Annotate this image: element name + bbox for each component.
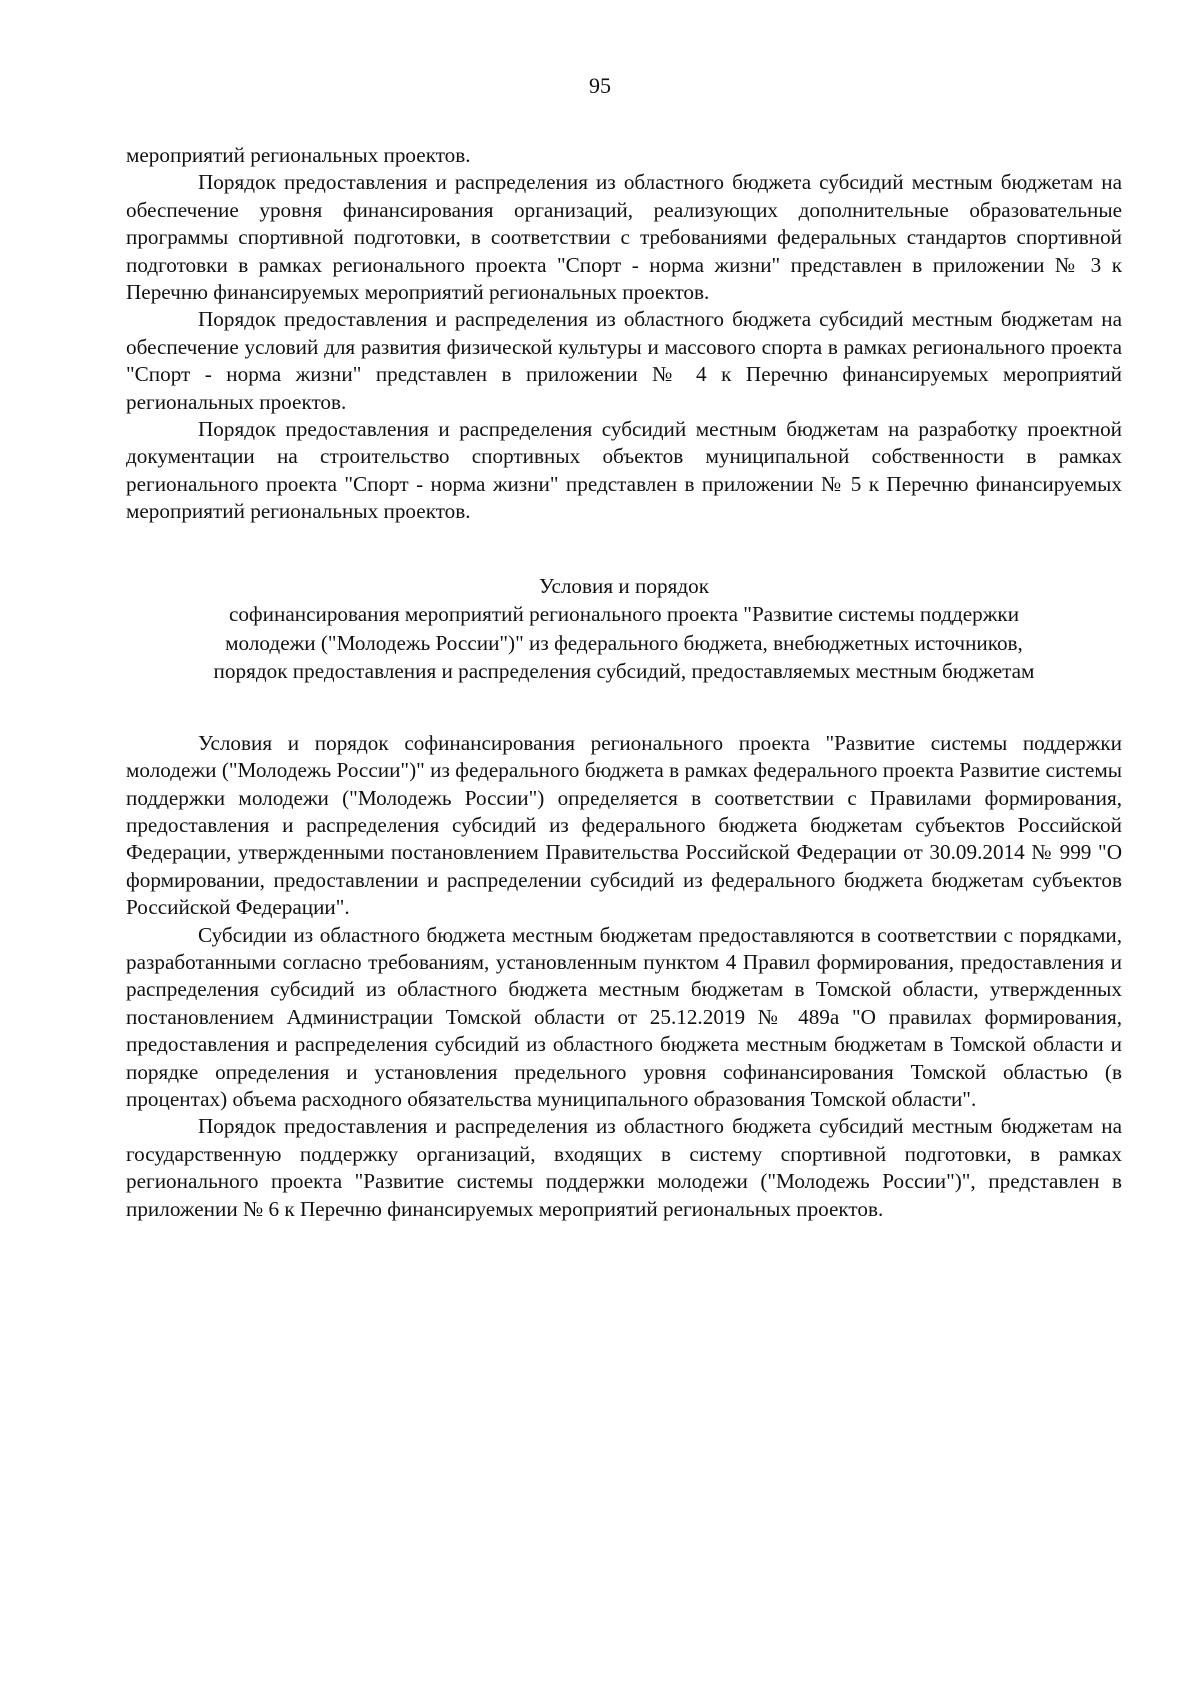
paragraph-regional-subsidies: Субсидии из областного бюджета местным бюджетам предоставляются в соответствии с порядками, разработанными согласно требованиям, установленным пунктом 4 Правил формирования, предоставления и распределения субсидий из областного бюджета местным бюджетам в Томской области, утвержденных постановлением Администрации Томской области от 25.12.2019 № 489а "О правилах формирования, предоставления и распределения субсидий из областного бюджета местным бюджетам в Томской области и порядке определения и установления предельного уровня софинансирования Томской областью (в процентах) объема расходного обязательства муниципального образования Томской области". [126,922,1122,1111]
page-number: 95 [589,73,611,98]
section-heading-line-1: Условия и порядок [539,573,709,598]
section-heading-line-2: софинансирования мероприятий регионального проекта "Развитие системы поддержки [228,602,1020,627]
paragraph-appendix-6: Порядок предоставления и распределения из областного бюджета субсидий местным бюджетам на государственную поддержку организаций, входящих в систему спортивной подготовки, в рамках регионального проекта "Развитие системы поддержки молодежи ("Молодежь России")", представлен в приложении № 6 к Перечню финансируемых мероприятий региональных проектов. [126,1114,1122,1221]
paragraph-appendix-5: Порядок предоставления и распределения субсидий местным бюджетам на разработку проектной документации на строительство спортивных объектов муниципальной собственности в рамках регионального проекта "Спорт - норма жизни" представлен в приложении № 5 к Перечню финансируемых мероприятий региональных проектов. [126,417,1122,524]
document-body [126,142,1122,1223]
paragraph-continuation: мероприятий региональных проектов. [126,143,471,167]
paragraph-appendix-3: Порядок предоставления и распределения из областного бюджета субсидий местным бюджетам на обеспечение уровня финансирования организаций, реализующих дополнительные образовательные программы спортивной подготовки, в соответствии с требованиями федеральных стандартов спортивной подготовки в рамках регионального проекта "Спорт - норма жизни" представлен в приложении № 3 к Перечню финансируемых мероприятий региональных проектов. [126,170,1122,305]
paragraph-appendix-4: Порядок предоставления и распределения из областного бюджета субсидий местным бюджетам на обеспечение условий для развития физической культуры и массового спорта в рамках регионального проекта "Спорт - норма жизни" представлен в приложении № 4 к Перечню финансируемых мероприятий региональных проектов. [126,307,1122,414]
paragraph-federal-cofinancing: Условия и порядок софинансирования регионального проекта "Развитие системы поддержки молодежи ("Молодежь России")" из федерального бюджета в рамках федерального проекта Развитие системы поддержки молодежи ("Молодежь России") определяется в соответствии с Правилами формирования, предоставления и распределения субсидий из федерального бюджета бюджетам субъектов Российской Федерации, утвержденными постановлением Правительства Российской Федерации от 30.09.2014 № 999 "О формировании, предоставлении и распределении субсидий из федерального бюджета бюджетам субъектов Российской Федерации". [126,730,1122,920]
section-heading-line-3: молодежи ("Молодежь России")" из федерального бюджета, внебюджетных источников, [225,630,1023,655]
section-heading [126,572,1122,686]
section-heading-line-4: порядок предоставления и распределения субсидий, предоставляемых местным бюджетам [213,659,1035,684]
